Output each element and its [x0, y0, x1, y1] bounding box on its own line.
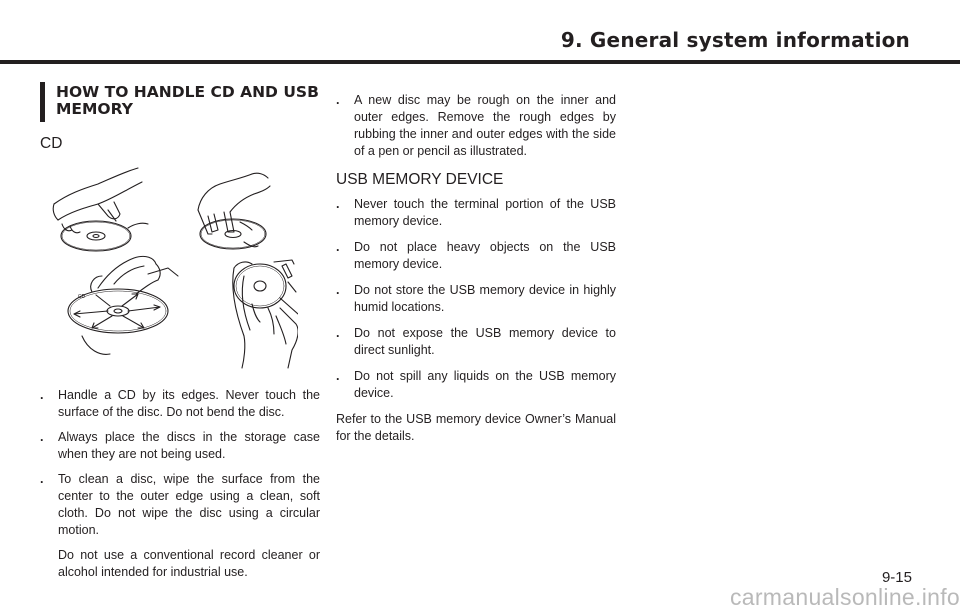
list-item [336, 92, 616, 160]
bullet-dot: . [40, 472, 44, 486]
bullet-dot: . [40, 388, 44, 402]
section-title [40, 84, 320, 118]
bullet-text: Never touch the terminal portion of the USB memory device. [354, 197, 616, 228]
disc-pen-edge-drawing [233, 260, 298, 368]
watermark-text: carmanualsonline.info [729, 584, 960, 610]
bullet-dot: . [336, 326, 340, 340]
bullet-text: Always place the discs in the storage case when they are not being used. [58, 430, 320, 461]
refer-paragraph: Refer to the USB memory device Owner’s Manual for the details. [336, 412, 616, 443]
header-rule [0, 60, 960, 64]
page-number: 9-15 [881, 569, 912, 586]
list-item [336, 282, 616, 316]
section-bar [40, 82, 45, 122]
cleaner-note: Do not use a conventional record cleaner or alcohol intended for industrial use. [58, 548, 320, 579]
list-item [40, 471, 320, 581]
bullet-text: Handle a CD by its edges. Never touch the surface of the disc. Do not bend the disc. [58, 388, 320, 419]
bullet-dot: . [336, 240, 340, 254]
bullet-dot: . [336, 197, 340, 211]
page-header [0, 0, 960, 70]
bullet-text: Do not store the USB memory device in highly humid locations. [354, 283, 616, 314]
chapter-title: 9. General system information [560, 28, 910, 52]
bullet-text: To clean a disc, wipe the surface from the center to the outer edge using a clean, soft cloth. Do not wipe the disc using a circular motion. [58, 472, 320, 537]
bullet-text: Do not expose the USB memory device to direct sunlight. [354, 326, 616, 357]
disc-center-hole-drawing [198, 173, 270, 249]
section-title-text: HOW TO HANDLE CD AND USB MEMORY [56, 83, 319, 118]
bullet-text: Do not spill any liquids on the USB memory device. [354, 369, 616, 400]
disc-wipe-drawing [68, 256, 178, 354]
list-item [336, 325, 616, 359]
list-item [40, 429, 320, 463]
list-item [40, 387, 320, 421]
bullet-text: Do not place heavy objects on the USB memory device. [354, 240, 616, 271]
disc-edge-hold-drawing [53, 168, 148, 251]
svg-text:CD: CD [78, 294, 86, 300]
cd-bullet-list [40, 387, 320, 581]
list-item [336, 368, 616, 402]
cd-heading: CD [40, 135, 63, 152]
usb-heading: USB MEMORY DEVICE [336, 171, 504, 188]
list-item [336, 196, 616, 230]
bullet-dot: . [336, 93, 340, 107]
bullet-dot: . [336, 369, 340, 383]
middle-column [336, 92, 616, 445]
bullet-dot: . [336, 283, 340, 297]
bullet-dot: . [40, 430, 44, 444]
left-column [40, 84, 320, 589]
cd-continued-list [336, 92, 616, 160]
cd-handling-illustration [48, 164, 298, 369]
bullet-text: A new disc may be rough on the inner and outer edges. Remove the rough edges by rubbing the inner and outer edges with the side of a pen or pencil as illustrated. [354, 93, 616, 158]
usb-bullet-list [336, 196, 616, 402]
list-item [336, 239, 616, 273]
